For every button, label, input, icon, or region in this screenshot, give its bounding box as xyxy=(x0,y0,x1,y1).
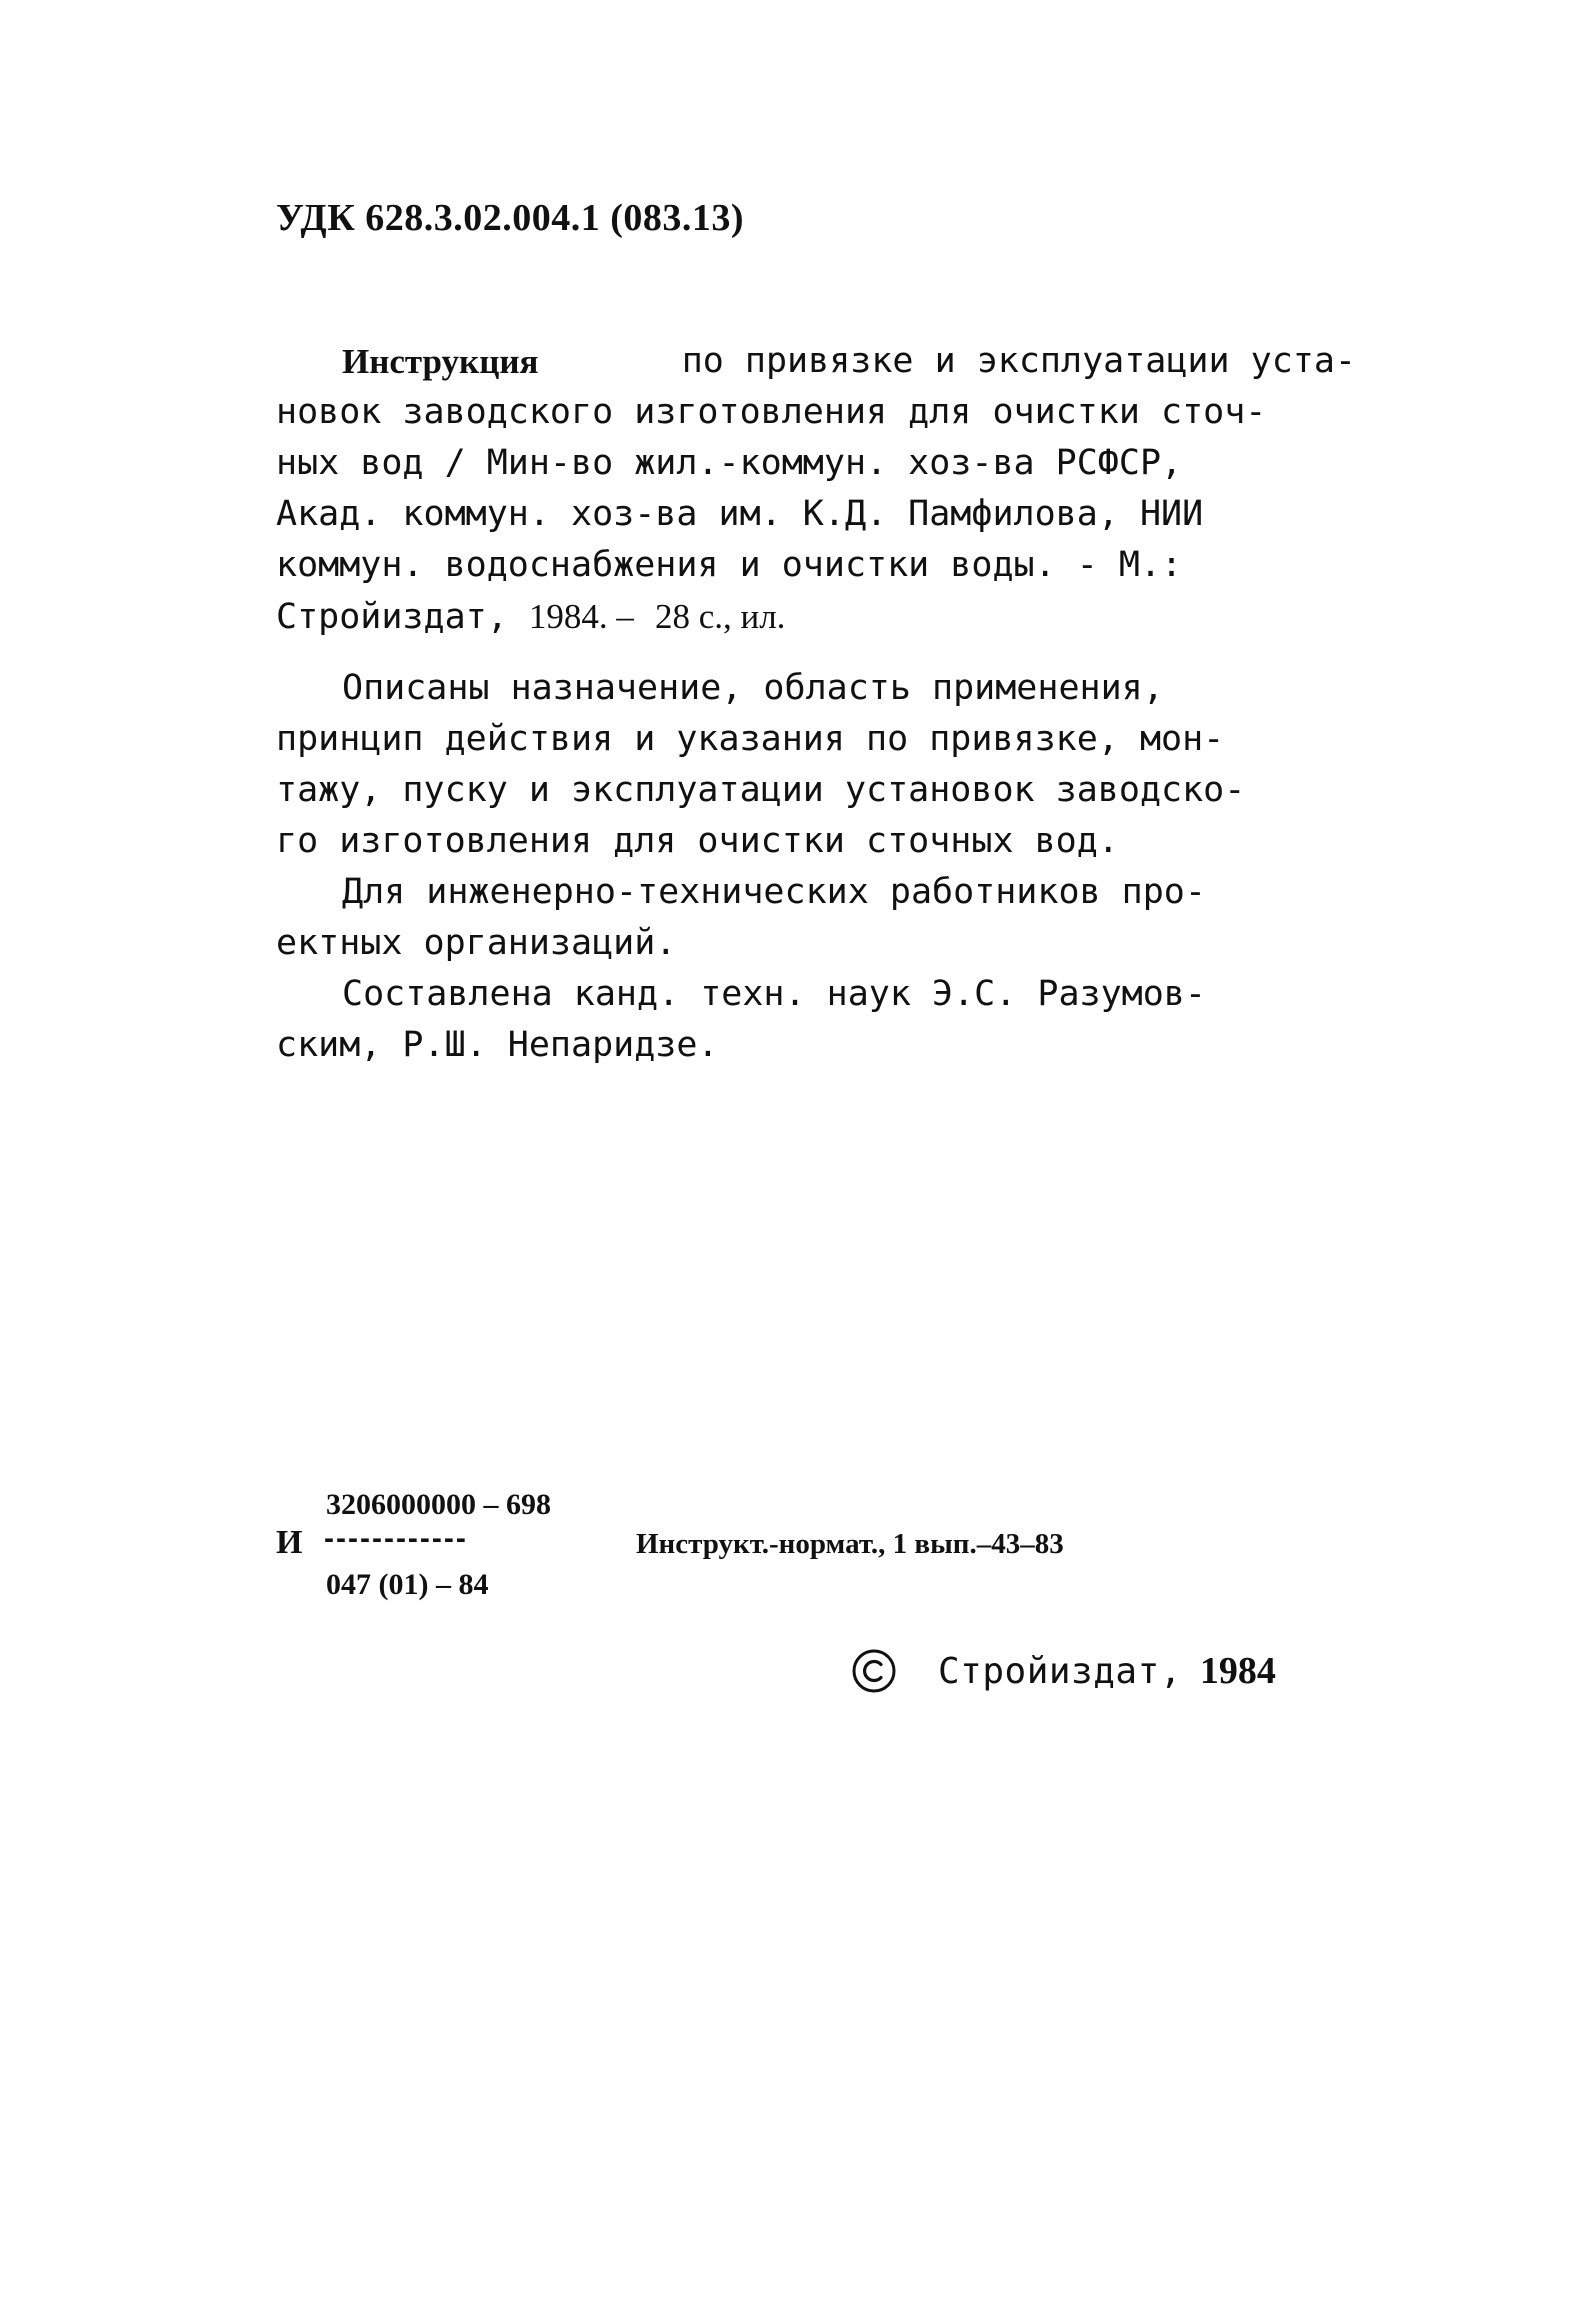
abstract-line-6: ектных организаций. xyxy=(276,923,677,963)
abstract xyxy=(276,663,1356,1071)
udk-code: УДК 628.3.02.004.1 (083.13) xyxy=(276,197,745,239)
annotation-line-4: Акад. коммун. хоз-ва им. К.Д. Памфилова, НИИ xyxy=(276,494,1204,534)
annotation-pages: 28 с., ил. xyxy=(654,597,786,636)
copyright-line xyxy=(852,1641,1276,1701)
annotation-publisher: Стройиздат, xyxy=(276,597,508,637)
abstract-line-2: принцип действия и указания по привязке, мон- xyxy=(276,719,1225,759)
annotation-line-3: ных вод / Мин-во жил.-коммун. хоз-ва РСФСР, xyxy=(276,443,1183,483)
annotation-year: 1984. – xyxy=(528,597,634,636)
abstract-line-3: тажу, пуску и эксплуатации установок заводско- xyxy=(276,770,1246,810)
annotation-line-1-rest: по привязке и эксплуатации уста- xyxy=(681,341,1356,381)
imprint-top-number: 3206000000 – 698 xyxy=(326,1488,551,1521)
annotation-line-1 xyxy=(276,336,1356,387)
abstract-line-7: Составлена канд. техн. наук Э.С. Разумов- xyxy=(342,974,1206,1014)
imprint-dashes: ------------ xyxy=(324,1522,468,1555)
document-title-bold: Инструкция xyxy=(342,342,539,381)
abstract-line-5: Для инженерно-технических работников про- xyxy=(342,872,1206,912)
copyright-publisher: Стройиздат, xyxy=(938,1650,1182,1692)
annotation-line-5: коммун. водоснабжения и очистки воды. - М.: xyxy=(276,545,1183,585)
abstract-line-4: го изготовления для очистки сточных вод. xyxy=(276,821,1119,861)
abstract-line-8: ским, Р.Ш. Непаридзе. xyxy=(276,1025,719,1065)
copyright-year: 1984 xyxy=(1199,1650,1276,1692)
imprint-code xyxy=(276,1488,1216,1618)
imprint-letter: И xyxy=(276,1524,303,1561)
imprint-bottom-number: 047 (01) – 84 xyxy=(326,1568,489,1601)
imprint-note: Инструкт.-нормат., 1 вып.–43–83 xyxy=(636,1528,1064,1560)
annotation-line-6 xyxy=(276,591,1356,642)
annotation-line-2: новок заводского изготовления для очистки сточ- xyxy=(276,392,1267,432)
bibliographic-annotation xyxy=(276,336,1356,642)
abstract-line-1: Описаны назначение, область применения, xyxy=(342,668,1164,708)
copyright-icon xyxy=(852,1649,896,1693)
